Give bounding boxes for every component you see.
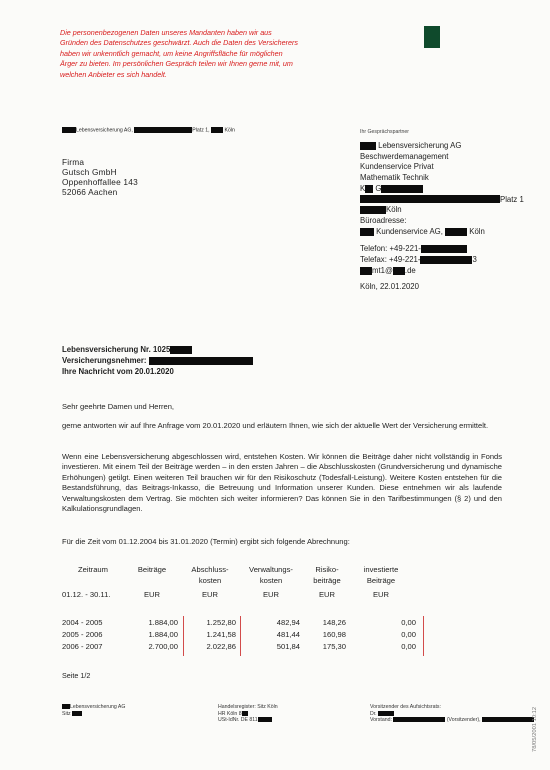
- table-cell: 2004 - 2005: [62, 618, 103, 627]
- page-number: Seite 1/2: [62, 671, 91, 680]
- table-unit: EUR: [201, 590, 219, 599]
- notice-line: Die personenbezogenen Daten unseres Mandanten haben wir aus: [60, 28, 272, 37]
- table-header: kosten: [259, 576, 283, 585]
- table-cell: 0,00: [401, 642, 416, 651]
- notice-line: Gründen des Datenschutzes geschwärzt. Auch die Daten des Versicherers: [60, 38, 298, 48]
- table-unit: EUR: [262, 590, 280, 599]
- table-unit: EUR: [318, 590, 336, 599]
- table-cell: 0,00: [401, 618, 416, 627]
- letter-date: Köln, 22.01.2020: [360, 282, 419, 292]
- redaction-block: [258, 717, 272, 722]
- table-header: kosten: [198, 576, 222, 585]
- table-cell: 175,30: [322, 642, 346, 651]
- recipient-line: Oppenhoffallee 143: [62, 177, 138, 187]
- redaction-block: [482, 717, 534, 722]
- table-unit: EUR: [372, 590, 390, 599]
- contact-block: Lebensversicherung AG Beschwerdemanagement Kundenservice Privat Mathematik Technik K G Platz 1 Köln Büroadresse: Kundenservice AG, Köln Telefon: +49-221- Telefax: +49-221- 3 mt1@ .de Köln, 22.01.2020: [360, 141, 540, 293]
- redaction-block: [62, 704, 70, 709]
- recipient-line: Firma: [62, 157, 85, 167]
- table-header: Zeitraum: [78, 565, 108, 574]
- redaction-block: [72, 711, 82, 716]
- notice-line: Ärger zu bieten. Im persönlichen Gespräch teilen wir Ihnen gerne mit, um: [60, 59, 293, 69]
- side-code: 78/05/2001 10:12: [532, 706, 538, 752]
- notice-line: welchen Anbieter es sich handelt.: [60, 69, 167, 79]
- marker-line: [423, 616, 424, 656]
- table-cell: 2006 - 2007: [62, 642, 103, 651]
- redaction-block: [242, 711, 248, 716]
- contact-label: Ihr Gesprächspartner: [360, 129, 410, 135]
- policy-number: Lebensversicherung Nr. 1025: [62, 345, 171, 354]
- table-header: beiträge: [313, 576, 341, 585]
- footer-col-2: Handelsregister: Sitz Köln HR Köln 8 USt-IdNr. DE 811: [218, 704, 278, 723]
- table-cell: 1.884,00: [148, 630, 178, 639]
- marker-line: [183, 616, 184, 656]
- email-text: mt1@: [372, 265, 393, 275]
- paragraph: Wenn eine Lebensversicherung abgeschlossen wird, entstehen Kosten. Wir können die Beiträge daher nicht vollständig in Fonds investieren. Mit einem Teil der Beiträge werden – in den ersten Jahren – die Abschlusskosten (Grundversicherung und dynamische Erhöhungen) getilgt. Einen weiteren Teil brauchen wir für den Risikoschutz (Todesfall-Leistung). Weitere Kosten entstehen für die Bestandsführung, das Beitrags-Inkasso, die Betreuung und Information unserer Kunden. Diese entnehmen wir als laufende Verwaltungskosten dem Vertrag. Sie möchten sich weiter informieren? Das können Sie in den Tarifbestimmungen (§ 2) und den Kalkulationsgrundlagen.: [62, 452, 502, 514]
- table-header: Beiträge: [366, 576, 396, 585]
- recipient-line: Gutsch GmbH: [62, 167, 117, 177]
- policy-holder: Versicherungsnehmer:: [62, 356, 147, 365]
- table-cell: 481,44: [276, 630, 300, 639]
- table-header: Verwaltungs-: [249, 565, 293, 574]
- period-line: Für die Zeit vom 01.12.2004 bis 31.01.2020 (Termin) ergibt sich folgende Abrechnung:: [62, 537, 350, 546]
- paragraph: gerne antworten wir auf Ihre Anfrage vom 20.01.2020 und erläutern Ihnen, wie sich der aktuelle Wert der Versicherung ermittelt.: [62, 421, 489, 430]
- table-unit: EUR: [143, 590, 161, 599]
- table-cell: 2005 - 2006: [62, 630, 103, 639]
- table-cell: 501,84: [276, 642, 300, 651]
- redaction-block: [393, 717, 445, 722]
- table-unit: 01.12. - 30.11.: [62, 590, 111, 599]
- table-header: Risiko-: [315, 565, 339, 574]
- table-header: Abschluss-: [191, 565, 229, 574]
- salutation: Sehr geehrte Damen und Herren,: [62, 402, 175, 411]
- fax-text: Telefax: +49-221-: [360, 255, 421, 265]
- table-cell: 0,00: [401, 630, 416, 639]
- notice-line: haben wir unkenntlich gemacht, um keine Angriffsfläche für möglichen: [60, 48, 283, 58]
- sender-line: Lebensversicherung AG, Platz 1, Köln: [62, 127, 235, 134]
- table-cell: 2.022,86: [206, 642, 236, 651]
- table-cell: 482,94: [276, 618, 300, 627]
- table-cell: 160,98: [322, 630, 346, 639]
- table-header: Beiträge: [137, 565, 167, 574]
- recipient-line: 52066 Aachen: [62, 187, 118, 197]
- table-cell: 148,26: [322, 618, 346, 627]
- table-cell: 1.241,58: [206, 630, 236, 639]
- footer-col-1: Lebensversicherung AG Sitz: [62, 704, 126, 717]
- phone-text: Telefon: +49-221-: [360, 244, 421, 254]
- message-date: Ihre Nachricht vom 20.01.2020: [62, 367, 174, 376]
- table-cell: 1.884,00: [148, 618, 178, 627]
- footer-col-3: Vorsitzender des Aufsichtsrats: Dr. Vorstand: (Vorsitzender),: [370, 704, 534, 724]
- table-cell: 1.252,80: [206, 618, 236, 627]
- table-header: investierte: [363, 565, 399, 574]
- redaction-block: [378, 711, 394, 716]
- table-cell: 2.700,00: [148, 642, 178, 651]
- marker-line: [240, 616, 241, 656]
